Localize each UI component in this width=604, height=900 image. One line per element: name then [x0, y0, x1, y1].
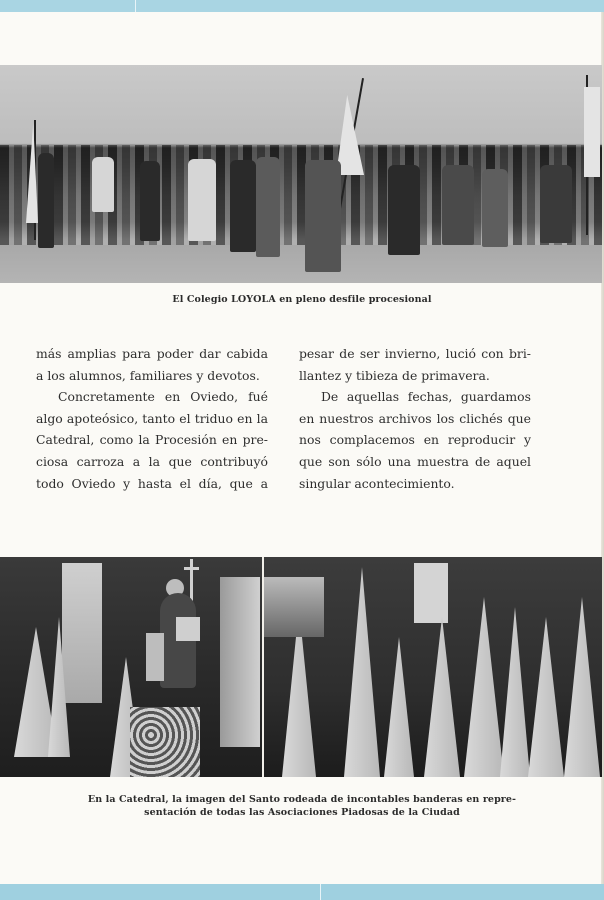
banner	[528, 617, 564, 777]
text-line: De aquellas fechas, guardamos	[321, 389, 531, 405]
text-line: Catedral, como la Procesión en pre-	[36, 432, 268, 448]
text-line: más amplias para poder dar cabida	[36, 346, 268, 361]
marcher	[256, 157, 280, 257]
banner	[564, 597, 600, 777]
text-line: a los alumnos, familiares y devotos.	[36, 367, 260, 383]
text-line: singular acontecimiento.	[299, 475, 455, 491]
top-color-band	[0, 0, 604, 12]
text-line: Concretamente en Oviedo, fué	[58, 389, 268, 405]
altar-light	[264, 577, 324, 637]
text-line: que son sólo una muestra de aquel	[299, 453, 531, 469]
banner	[62, 563, 102, 703]
banner	[344, 567, 380, 777]
marcher	[38, 153, 54, 248]
marcher	[540, 165, 572, 243]
banner	[464, 597, 504, 777]
marcher	[482, 169, 508, 247]
crowd	[0, 145, 602, 245]
child-figure	[146, 633, 164, 681]
text-line: llantez y tibieza de primavera.	[299, 367, 490, 383]
marcher	[388, 165, 420, 255]
caption-line: En la Catedral, la imagen del Santo rodeada de incontables banderas en repre-	[87, 794, 517, 805]
text-line: pesar de ser invierno, lució con bri-	[299, 346, 531, 361]
text-line: ciosa carroza a la que contribuyó	[36, 453, 268, 469]
text-line: nos complacemos en reproducir y	[299, 432, 531, 448]
marcher	[188, 159, 216, 241]
bottom-color-band	[0, 884, 604, 900]
marcher	[305, 160, 341, 272]
banner	[220, 577, 260, 747]
book	[176, 617, 200, 641]
text-line: en nuestros archivos los clichés que	[299, 410, 531, 426]
caption-procession: El Colegio LOYOLA en pleno desfile procesional	[172, 294, 432, 305]
processional-cross	[184, 567, 199, 570]
flag	[584, 87, 600, 177]
flower-arrangement	[130, 707, 200, 777]
banner	[384, 637, 414, 777]
banner	[424, 617, 460, 777]
banner	[500, 607, 530, 777]
marcher	[442, 165, 474, 245]
marcher	[92, 157, 114, 212]
caption-line: sentación de todas las Asociaciones Piadosas de la Ciudad	[144, 807, 460, 818]
text-line: todo Oviedo y hasta el día, que a	[36, 475, 268, 491]
photo-saint-image	[0, 557, 262, 777]
photo-banners	[264, 557, 602, 777]
caption-cathedral	[0, 793, 604, 819]
text-column-right	[299, 343, 531, 494]
marcher	[230, 160, 256, 252]
marcher	[140, 161, 160, 241]
chandelier	[414, 563, 448, 623]
photo-procession	[0, 65, 602, 283]
text-column-left	[36, 343, 268, 494]
text-line: algo apoteósico, tanto el triduo en la	[36, 410, 268, 426]
